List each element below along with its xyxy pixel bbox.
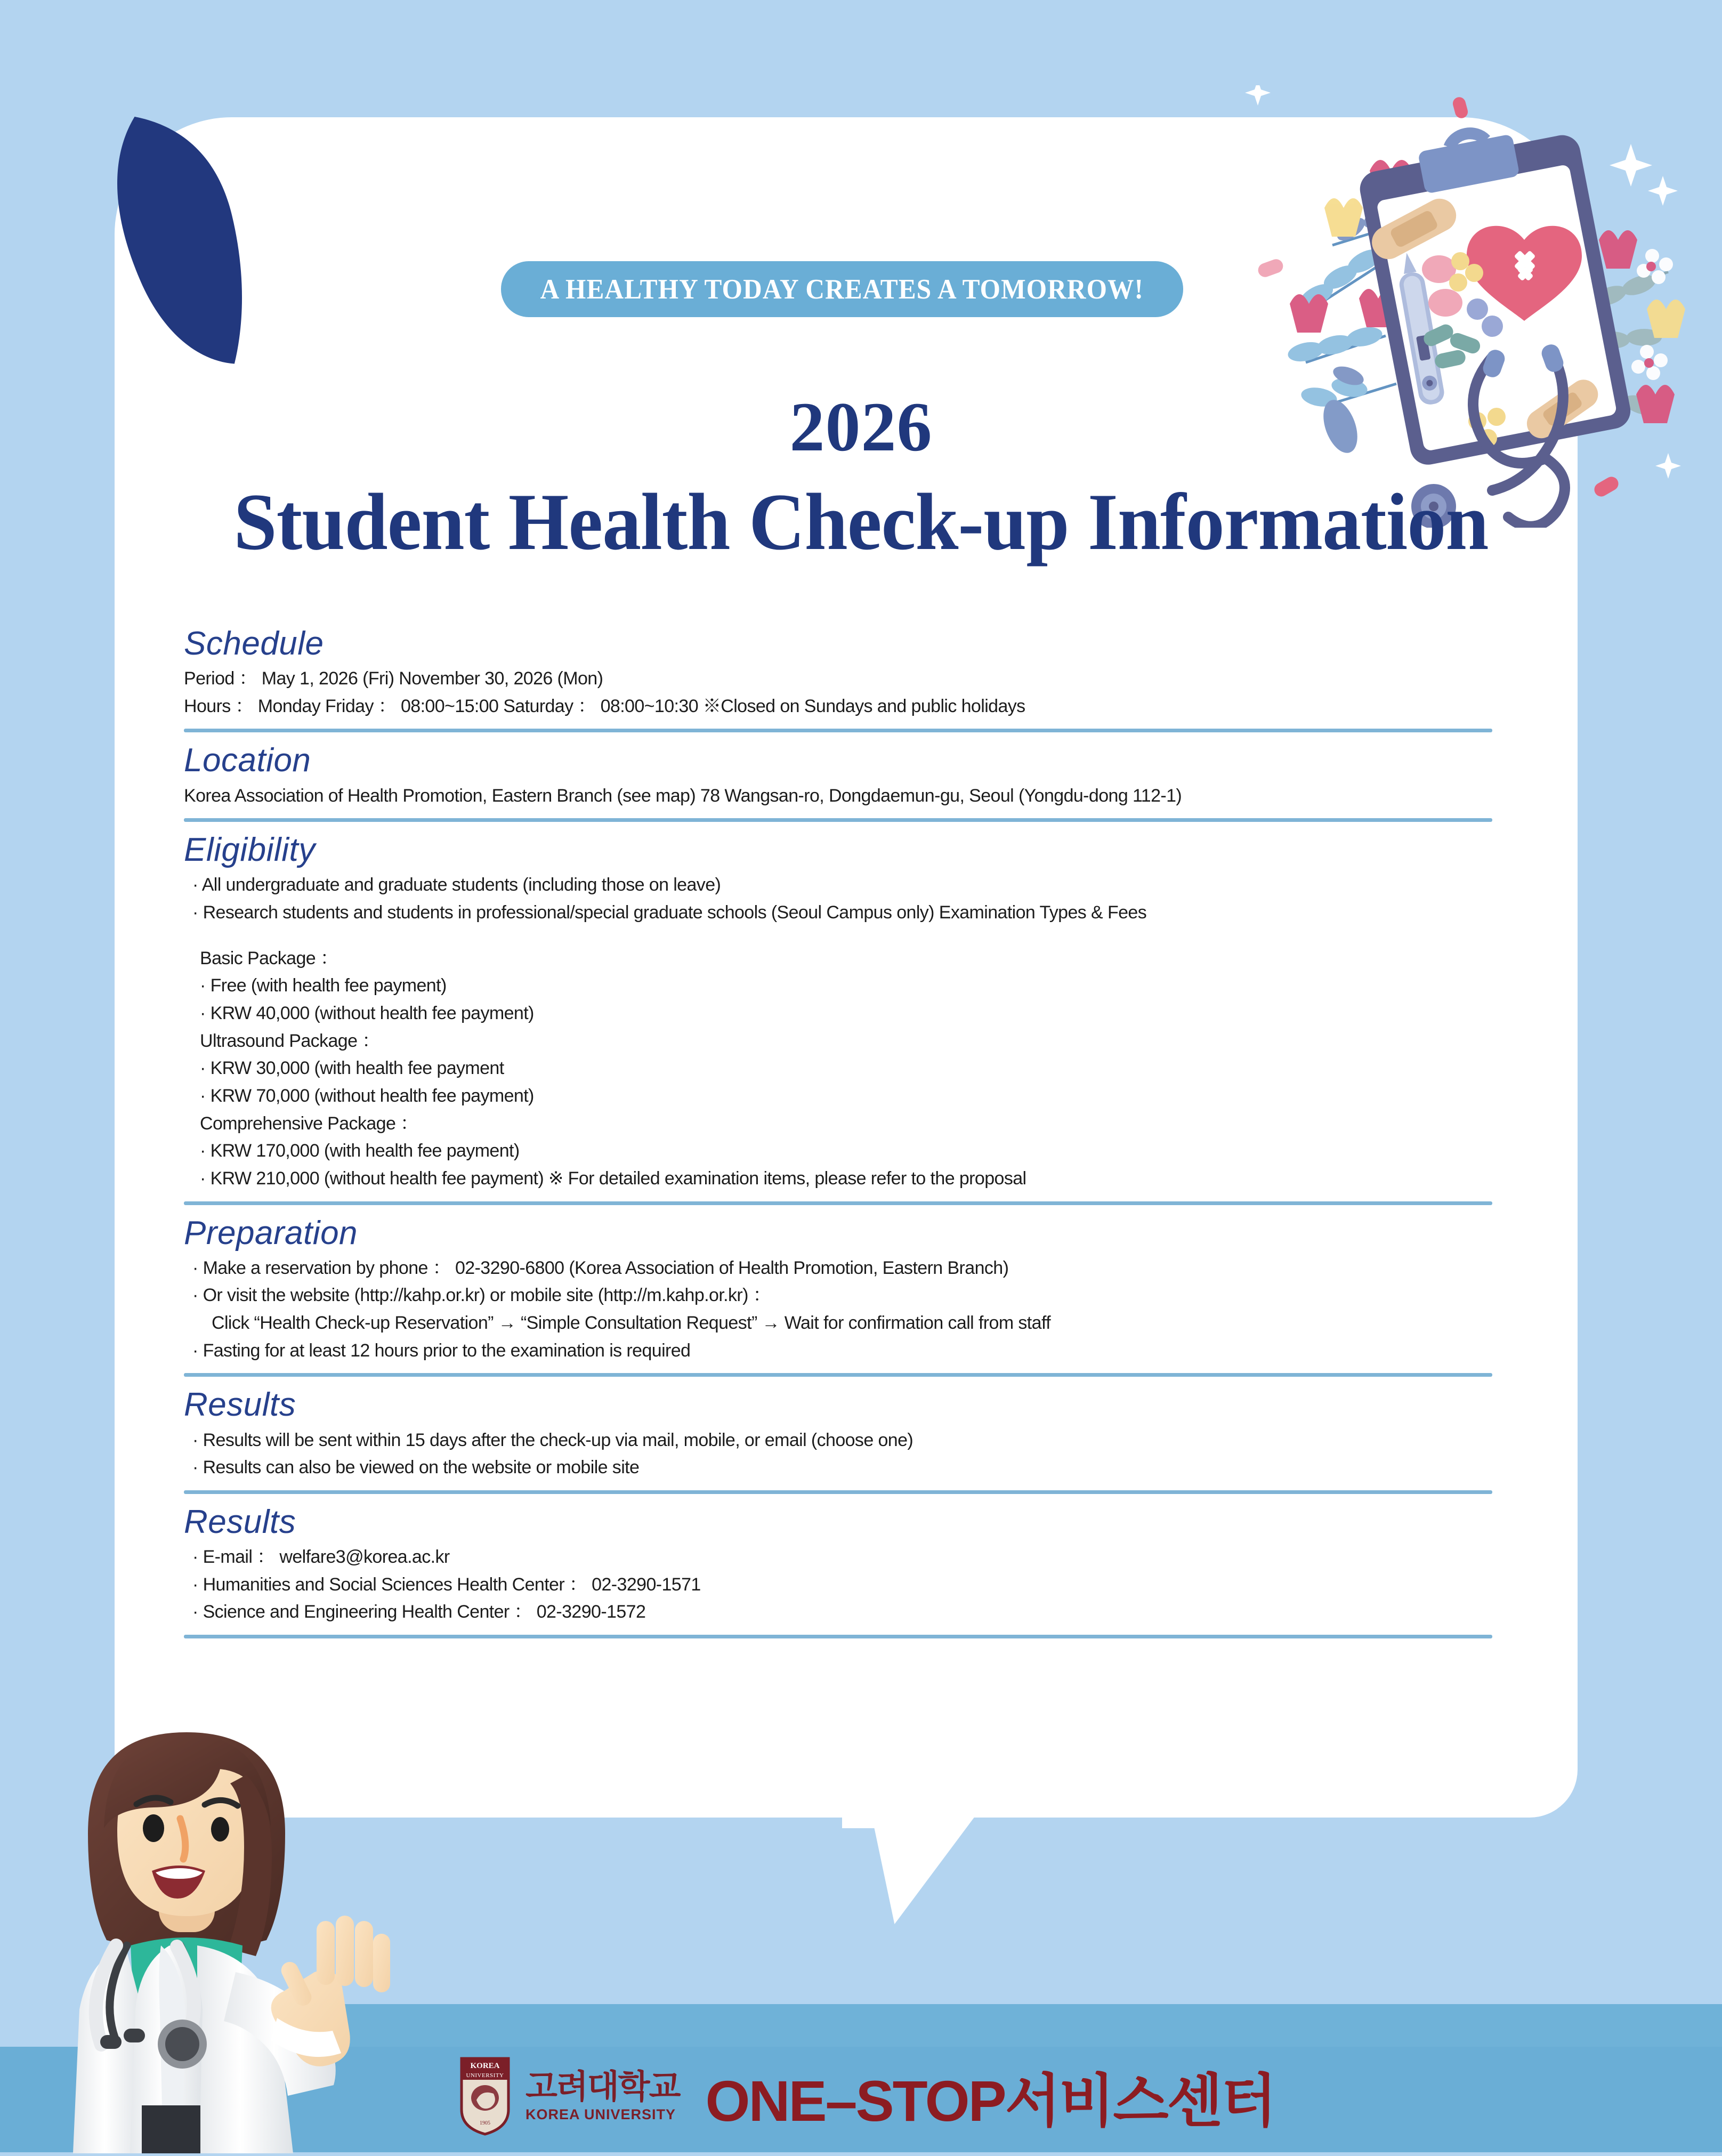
content-line: · All undergraduate and graduate students (including those on leave) [192, 875, 721, 895]
section-heading: Location [184, 742, 311, 779]
one-stop-service-center-name: ONE–STOP서비스센터 [705, 2069, 1275, 2133]
content-line: · Humanities and Social Sciences Health Center ： 02-3290-1571 [192, 1574, 701, 1595]
content-line: · Fasting for at least 12 hours prior to the examination is required [192, 1340, 691, 1361]
section-heading: Preparation [184, 1214, 358, 1251]
section-heading: Schedule [184, 625, 324, 662]
svg-text:1905: 1905 [480, 2120, 490, 2126]
tagline-text: A HEALTHY TODAY CREATES A TOMORROW! [540, 273, 1144, 305]
content-line: · Results can also be viewed on the website or mobile site [192, 1457, 640, 1478]
section-divider [184, 818, 1492, 822]
content-line: · Results will be sent within 15 days after the check-up via mail, mobile, or email (choose one) [192, 1430, 913, 1450]
poster-content [184, 626, 1492, 1649]
content-line: Comprehensive Package ： [200, 1113, 418, 1134]
content-line: · Make a reservation by phone ： 02-3290-6800 (Korea Association of Health Promotion, Eastern Branch) [192, 1257, 1009, 1278]
content-line: Period ： May 1, 2026 (Fri) November 30, 2026 (Mon) [184, 668, 603, 689]
content-line: · Free (with health fee payment) [200, 975, 447, 996]
section-divider [184, 1373, 1492, 1377]
content-line: Hours ： Monday Friday ： 08:00~15:00 Saturday ： 08:00~10:30 ※Closed on Sundays and public holidays [184, 696, 1025, 716]
section-heading: Results [184, 1386, 296, 1424]
spacer [184, 927, 1492, 945]
content-line: · KRW 30,000 (with health fee payment [200, 1058, 504, 1079]
content-line: · KRW 40,000 (without health fee payment) [200, 1003, 534, 1023]
doctor-character-illustration [37, 1695, 458, 2153]
korea-university-crest-icon [458, 2056, 512, 2136]
section-divider [184, 1635, 1492, 1638]
page-curl-decoration [80, 107, 378, 405]
university-name-english: KOREA UNIVERSITY [526, 2106, 676, 2122]
content-line: Basic Package ： [200, 948, 338, 968]
content-line: Korea Association of Health Promotion, Eastern Branch (see map) 78 Wangsan-ro, Dongdaemun-gu, Seoul (Yongdu-dong 112-1) [184, 785, 1182, 806]
svg-text:KOREA: KOREA [470, 2061, 500, 2070]
section-heading: Eligibility [184, 831, 316, 869]
svg-text:UNIVERSITY: UNIVERSITY [466, 2072, 504, 2079]
content-line: Click “Health Check-up Reservation” → “Simple Consultation Request” → Wait for confirmation call from staff [212, 1313, 1051, 1334]
content-line: · E-mail ： welfare3@korea.ac.kr [192, 1547, 450, 1567]
section-heading: Results [184, 1503, 296, 1540]
content-line: · Research students and students in professional/special graduate schools (Seoul Campus only) Examination Types & Fees [192, 902, 1147, 923]
title-year: 2026 [789, 387, 933, 466]
university-name-korean: 고려대학교 [526, 2068, 680, 2105]
section-divider [184, 1490, 1492, 1494]
content-line: · KRW 210,000 (without health fee payment) ※ For detailed examination items, please refer to the proposal [200, 1168, 1026, 1189]
korea-university-wordmark [526, 2068, 680, 2122]
content-line: · Science and Engineering Health Center ： 02-3290-1572 [192, 1602, 646, 1622]
content-line: · KRW 70,000 (without health fee payment) [200, 1086, 534, 1106]
footer-logo-group [458, 2055, 1275, 2137]
section-divider [184, 729, 1492, 732]
page-title: Student Health Check-up Information [233, 477, 1489, 567]
tagline-banner [501, 261, 1183, 317]
section-divider [184, 1201, 1492, 1205]
content-line: · Or visit the website (http://kahp.or.kr) or mobile site (http://m.kahp.or.kr) ： [192, 1285, 771, 1306]
content-line: · KRW 170,000 (with health fee payment) [200, 1141, 520, 1161]
content-line: Ultrasound Package ： [200, 1030, 380, 1051]
